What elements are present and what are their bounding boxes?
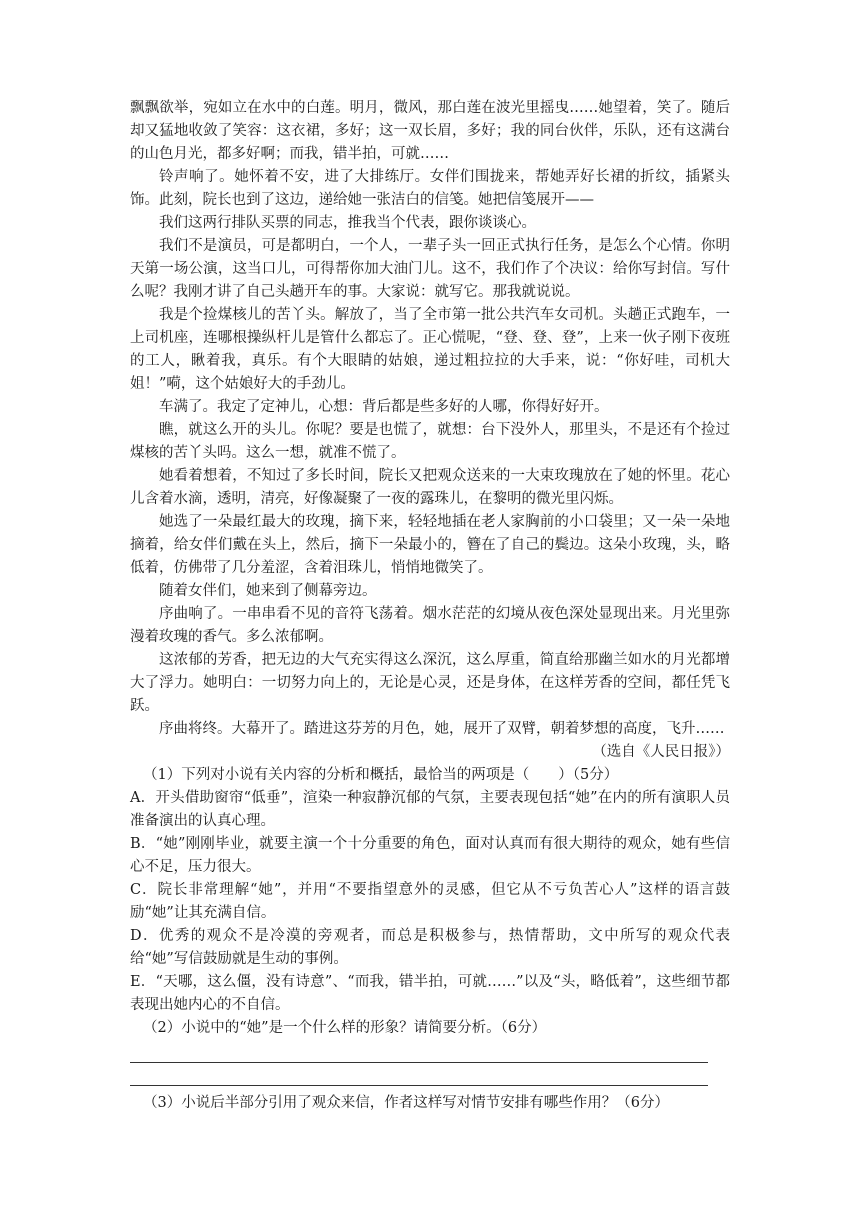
- source-citation: （选自《人民日报》）: [592, 744, 730, 760]
- question-1-stem: （1）下列对小说有关内容的分析和概括，最恰当的两项是（ ）（5分）: [143, 767, 619, 783]
- story-paragraph: 车满了。我定了定神儿，心想：背后都是些多好的人哪，你得好好开。: [159, 399, 609, 415]
- story-paragraph: 我是个捡煤核儿的苦丫头。解放了，当了全市第一批公共汽车女司机。头趟正式跑车，一上司机座，连哪根操纵杆儿是管什么都忘了。正心慌呢，“登、登、登”，上来一伙子刚下夜班的工人，瞅着我，真乐。有个大眼睛的姑娘，递过粗拉拉的大手来，说：“你好哇，司机大姐！”嗬，这个姑娘好大的手劲儿。: [130, 307, 730, 392]
- story-paragraph: 我们不是演员，可是都明白，一个人，一辈子头一回正式执行任务，是怎么个心情。你明天第一场公演，这当口儿，可得帮你加大油门儿。这不，我们作了个决议：给你写封信。写什么呢？我刚才讲了自己头趟开车的事。大家说：就写它。那我就说说。: [130, 238, 730, 300]
- question-1-option-d: D．优秀的观众不是冷漠的旁观者，而总是积极参与，热情帮助，文中所写的观众代表给“她”写信鼓励就是生动的事例。: [130, 928, 730, 967]
- story-paragraph: 随着女伴们，她来到了侧幕旁边。: [159, 583, 377, 599]
- story-paragraph: 瞧，就这么开的头儿。你呢？要是也慌了，就想：台下没外人，那里头，不是还有个捡过煤核的苦丫头吗。这么一想，就准不慌了。: [130, 422, 730, 461]
- document-page: [130, 97, 730, 1115]
- story-paragraph: 她看着想着，不知过了多长时间，院长又把观众送来的一大束玫瑰放在了她的怀里。花心儿含着水滴，透明，清亮，好像凝聚了一夜的露珠儿，在黎明的微光里闪烁。: [130, 468, 730, 507]
- story-paragraph: 我们这两行排队买票的同志，推我当个代表，跟你谈谈心。: [159, 215, 536, 231]
- story-paragraph: 她选了一朵最红最大的玫瑰，摘下来，轻轻地插在老人家胸前的小口袋里；又一朵一朵地摘着，给女伴们戴在头上，然后，摘下一朵最小的，簪在了自己的鬓边。这朵小玫瑰，头，略低着，仿佛带了几分羞涩，含着泪珠儿，悄悄地微笑了。: [130, 514, 730, 576]
- story-paragraph: 序曲响了。一串串看不见的音符飞荡着。烟水茫茫的幻境从夜色深处显现出来。月光里弥漫着玫瑰的香气。多么浓郁啊。: [130, 606, 730, 645]
- question-1-option-c: C．院长非常理解“她”，并用“不要指望意外的灵感，但它从不亏负苦心人”这样的语言鼓励“她”让其充满自信。: [130, 882, 730, 921]
- story-paragraph: 序曲将终。大幕开了。踏进这芬芳的月色，她，展开了双臂，朝着梦想的高度，飞升……: [159, 721, 725, 737]
- story-paragraph: 铃声响了。她怀着不安，进了大排练厅。女伴们围拢来，帮她弄好长裙的折纹，插紧头饰。此刻，院长也到了这边，递给她一张洁白的信笺。她把信笺展开——: [130, 169, 730, 208]
- question-1-option-a: A．开头借助窗帘“低垂”，渲染一种寂静沉郁的气氛，主要表现包括“她”在内的所有演职人员准备演出的认真心理。: [130, 790, 730, 829]
- story-paragraph: 飘飘欲举，宛如立在水中的白莲。明月，微风，那白莲在波光里摇曳……她望着，笑了。随后却又猛地收敛了笑容：这衣裙，多好；这一双长眉，多好；我的同台伙伴，乐队，还有这满台的山色月光，都多好啊；而我，错半拍，可就……: [130, 100, 730, 162]
- question-2-stem: （2）小说中的“她”是一个什么样的形象？请简要分析。（6分）: [143, 1020, 547, 1036]
- question-1-option-e: E．“天哪，这么僵，没有诗意”、“而我，错半拍，可就……”以及“头，略低着”，这些细节都表现出她内心的不自信。: [130, 974, 730, 1013]
- question-1-option-b: B．“她”刚刚毕业，就要主演一个十分重要的角色，面对认真而有很大期待的观众，她有些信心不足，压力很大。: [130, 836, 730, 875]
- question-3-stem: （3）小说后半部分引用了观众来信，作者这样写对情节安排有哪些作用？（6分）: [143, 1095, 669, 1111]
- story-paragraph: 这浓郁的芳香，把无边的大气充实得这么深沉，这么厚重，简直给那幽兰如水的月光都增大了浮力。她明白：一切努力向上的，无论是心灵，还是身体，在这样芳香的空间，都任凭飞跃。: [130, 652, 730, 714]
